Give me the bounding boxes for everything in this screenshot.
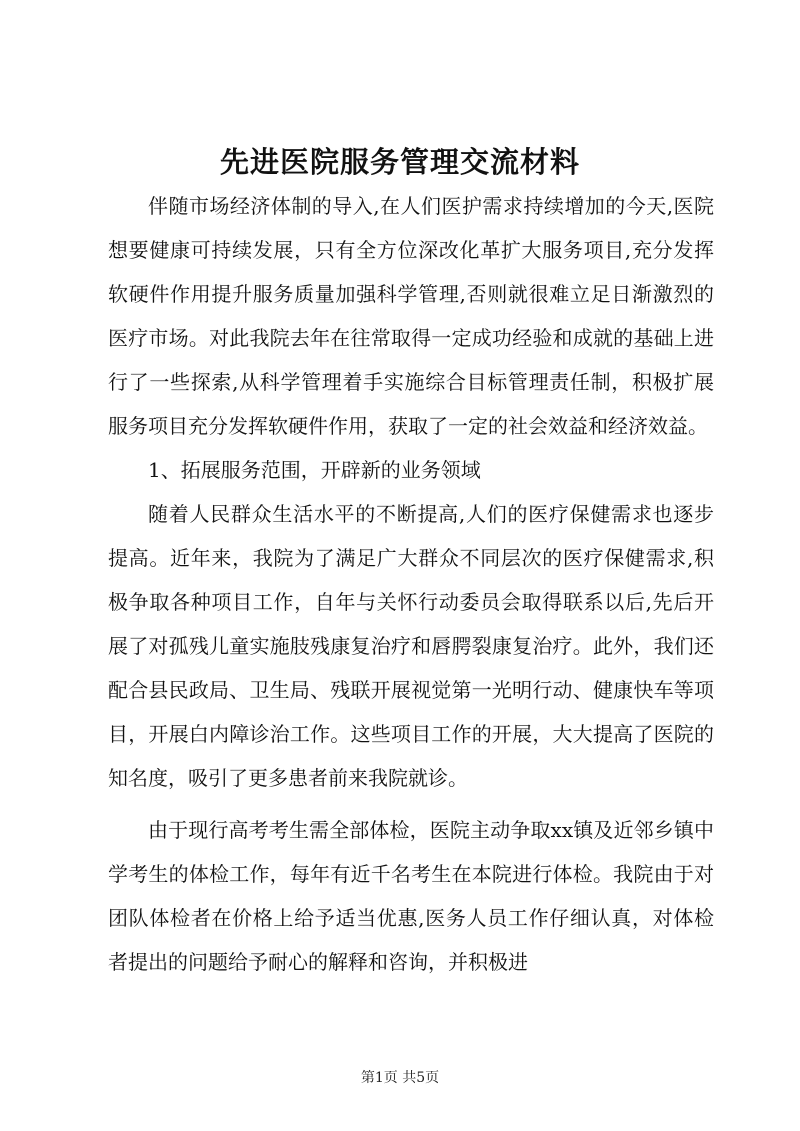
section-heading: 1、拓展服务范围，开辟新的业务领域	[148, 458, 481, 482]
paragraph-intro: 伴随市场经济体制的导入,在人们医护需求持续增加的今天,医院想要健康可持续发展，只有全方位深改化革扩大服务项目,充分发挥软硬件作用提升服务质量加强科学管理,否则就很难立足日渐激烈的医疗市场。对此我院去年在往常取得一定成功经验和成就的基础上进行了一些探索,从科学管理着手实施综合目标管理责任制，积极扩展服务项目充分发挥软硬件作用，获取了一定的社会效益和经济效益。	[108, 194, 714, 438]
document-title: 先进医院服务管理交流材料	[219, 145, 580, 179]
paragraph-exam-service: 由于现行高考考生需全部体检，医院主动争取xx镇及近邻乡镇中学考生的体检工作，每年有近千名考生在本院进行体检。我院由于对团队体检者在价格上给予适当优惠,医务人员工作仔细认真，对体检者提出的问题给予耐心的解释和咨询，并积极进	[108, 818, 714, 974]
document-body	[108, 184, 714, 984]
paragraph-expand-services: 随着人民群众生活水平的不断提高,人们的医疗保健需求也逐步提高。近年来，我院为了满足广大群众不同层次的医疗保健需求,积极争取各种项目工作，自年与关怀行动委员会取得联系以后,先后开展了对孤残儿童实施肢残康复治疗和唇腭裂康复治疗。此外，我们还配合县民政局、卫生局、残联开展视觉第一光明行动、健康快车等项目，开展白内障诊治工作。这些项目工作的开展，大大提高了医院的知名度，吸引了更多患者前来我院就诊。	[108, 502, 714, 790]
page-footer: 第1页 共5页	[360, 1070, 440, 1086]
